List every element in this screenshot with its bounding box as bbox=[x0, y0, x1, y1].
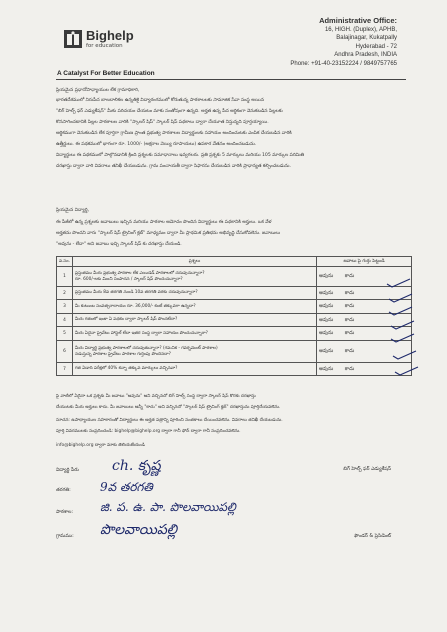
eligibility-table bbox=[56, 256, 412, 376]
option-yes[interactable]: అవును bbox=[319, 348, 334, 354]
instruction-line: "అవును - లేదా" అని జవాబు ఇచ్చి స్కాలర్ షిప్ కు దరఖాస్తు చేయండి. bbox=[56, 242, 182, 247]
intro-line: ఉత్తీర్ణులు. ఈ పథకములో భాగంగా రూ. 1000/- (అక్షరాల వెయ్యి రూపాయలు) ఉపకార వేతనం అందించబడును. bbox=[56, 142, 257, 147]
option-yes[interactable]: అవును bbox=[319, 289, 334, 296]
question-cell bbox=[72, 327, 316, 341]
brand-name: Bighelp bbox=[86, 28, 134, 43]
row-number: 4 bbox=[57, 314, 73, 327]
office-title: Administrative Office: bbox=[319, 16, 397, 25]
salutation: ప్రియమైన ప్రధానోపాధ్యాయుల లేక గ్రామాధికారి, bbox=[56, 88, 140, 93]
option-no[interactable]: కాదు bbox=[344, 303, 355, 309]
office-line: Phone: +91-40-23152224 / 9849757765 bbox=[290, 60, 397, 67]
checkmark-icon bbox=[388, 293, 414, 303]
student-name-value[interactable]: ch. కృష్ణ bbox=[112, 458, 161, 474]
note-line: పై వాటిలో ఏదైనా ఒక ప్రశ్నకు మీ జవాబు "అవును" అని వచ్చినచో బిగ్ హెల్ప్ సంస్థ ద్వారా స్కాలర్ షిప్ కొరకు దరఖాస్తు bbox=[56, 394, 256, 399]
question-text: నడుస్తున్న పాఠశాల ప్రైవేటు పాఠశాల గుర్తింపు పొందినదా? bbox=[74, 351, 171, 357]
note-line: info@bighelp.org ద్వారా మాకు తెలియజేయండి bbox=[56, 443, 145, 448]
option-no[interactable]: కాదు bbox=[344, 348, 355, 354]
intro-line: ఆర్థికముగా వెనుకబడిన లేక పూర్తిగా గ్రామీణ ప్రాంత ప్రభుత్వ పాఠశాలల విద్యార్థులకు సహాయం అందించుటకు ఎంపిక చేయబడిన వారికి bbox=[56, 131, 292, 136]
question-text: ప్రస్తుతము మీరు ప్రభుత్వ పాఠశాల లేక ఎయిడెడ్ పాఠశాలలో చదువుచున్నారా? bbox=[74, 270, 205, 276]
question-text: మీ కుటుంబ సంవత్సరాదాయం రూ. 36,000/- కంటే తక్కువగా ఉన్నదా? bbox=[74, 303, 196, 309]
question-text: గత ఏడాది పరీక్షలో 40% కన్నా తక్కువ మార్కులు వచ్చినవా? bbox=[74, 366, 178, 371]
office-line: 16, HIGH. (Duplex), APHB, bbox=[324, 26, 397, 33]
col-answer-header: జవాబు పై గుర్తు పెట్టండి bbox=[317, 257, 412, 267]
option-no[interactable]: కాదు bbox=[344, 330, 355, 336]
class-label: తరగతి: bbox=[56, 488, 71, 493]
intro-line: దరఖాస్తు ద్వారా వారి వివరాలు తనిఖీ చేయబడును. గ్రామ పంచాయతీ ద్వారా సిఫారసు చేయబడిన వారికి ప్రాధాన్యత కల్పించబడును. bbox=[56, 164, 291, 169]
class-value[interactable]: 9వ తరగతి bbox=[100, 480, 153, 494]
question-text: మీరు ఏదైనా ప్రైవేటు హాస్టల్ లేదా ఇతర సంస్థ ద్వారా సహాయం పొందుచున్నారా? bbox=[74, 330, 208, 336]
option-no[interactable]: కాదు bbox=[344, 365, 355, 372]
option-yes[interactable]: అవును bbox=[319, 330, 334, 336]
option-yes[interactable]: అవును bbox=[319, 365, 334, 372]
office-address bbox=[247, 17, 397, 69]
intro-line: భారతదేశములో నిరుపేద బాలబాలికల ఉన్నతికై విద్యారంగములో కోరుతున్న పాఠశాలలకు సామాజిక సేవా సంస్థ అయిన bbox=[56, 98, 265, 103]
question-cell bbox=[72, 287, 316, 300]
question-cell bbox=[72, 314, 316, 327]
row-number: 3 bbox=[57, 300, 73, 314]
tagline: A Catalyst For Better Education bbox=[57, 70, 155, 77]
table-row bbox=[57, 314, 412, 327]
bighelp-logo-icon bbox=[64, 30, 82, 48]
table-row bbox=[57, 327, 412, 341]
checkmark-icon bbox=[386, 278, 412, 288]
office-line: Hyderabad - 72 bbox=[355, 43, 397, 50]
row-number: 7 bbox=[57, 363, 73, 376]
row-number: 5 bbox=[57, 327, 73, 341]
question-text: మీరు విద్యార్థి ప్రభుత్వ పాఠశాలలో చదువుతున్నారా? (గమనిక - గవర్నమెంట్ పాఠశాల) bbox=[74, 345, 218, 351]
col-number-header: వ.సం. bbox=[57, 257, 73, 267]
option-yes[interactable]: అవును bbox=[319, 316, 334, 323]
checkmark-icon bbox=[388, 306, 414, 316]
intro-line: విద్యార్థులు ఈ పథకములో పాల్గొనడానికి క్రింది ప్రశ్నలకు సమాధానాలు ఇవ్వగలరు. ప్రతి ప్రశ్నకు 5 మార్కులు మరియు 105 మార్కుల పరిమితి bbox=[56, 153, 305, 158]
question-text: ప్రస్తుతము మీరు 8వ తరగతి నుండి 10వ తరగతి వరకు చదువుచున్నారా? bbox=[74, 290, 198, 295]
option-no[interactable]: కాదు bbox=[344, 273, 355, 279]
village-label: గ్రామము: bbox=[56, 534, 74, 539]
table-header-row bbox=[57, 257, 412, 267]
option-yes[interactable]: అవును bbox=[319, 303, 334, 309]
note-line: పూర్తి వివరములకు సంప్రదించండి: bighelp@bighelp.org ద్వారా గానీ ఫోన్ ద్వారా గానీ సంప్రదించవలెను. bbox=[56, 429, 241, 434]
village-value[interactable]: పొలవాయిపల్లి bbox=[100, 522, 178, 538]
row-number: 2 bbox=[57, 287, 73, 300]
header-divider bbox=[56, 79, 406, 80]
col-question-header: ప్రశ్నలు bbox=[72, 257, 316, 267]
table-row bbox=[57, 267, 412, 287]
question-text: మీరు గతంలో ఇంకా ఏ పథకం ద్వారా స్కాలర్ షిప్ పొందలేదా? bbox=[74, 317, 178, 322]
brand-subtitle: for education bbox=[86, 43, 123, 49]
option-no[interactable]: కాదు bbox=[344, 289, 355, 296]
intro-line: "బిగ్ హెల్ప్ ఫర్ ఎడ్యుకేషన్" మీకు పరిచయం చేయటం మాకు సంతోషంగా ఉన్నది. అర్హత ఉన్న పేద ఆర్ధికంగా వెనుకబడిన పిల్లలకు bbox=[56, 109, 283, 114]
checkmark-icon bbox=[392, 350, 418, 360]
note-line: సూచన: ఉపాధ్యాయుల సహకారంతో విద్యార్థులు ఈ అర్హత పత్రాన్ని పూరించి సంతకాలు చేయించవలెను. వివరాలు తనిఖీ చేయబడును. bbox=[56, 418, 283, 423]
school-value[interactable]: జి. ప. ఉ. పా. పొలవాయిపల్లి bbox=[100, 500, 236, 514]
office-line: Balajinagar, Kukatpally bbox=[336, 35, 397, 42]
intro-line: కొనసాగించటానికి పిల్లల పాఠశాలల వారికి "స్కాలర్ షిప్" స్కాలర్ షిప్ పథకాలు ద్వారా చేయూత నిస్తున్నది పూర్తయ్యాయి. bbox=[56, 120, 269, 125]
table-row bbox=[57, 363, 412, 376]
row-number: 6 bbox=[57, 341, 73, 363]
option-no[interactable]: కాదు bbox=[344, 316, 355, 323]
table-row bbox=[57, 300, 412, 314]
organisation-signatory: బిగ్ హెల్ప్ ఫర్ ఎడ్యుకేషన్ bbox=[343, 467, 391, 472]
table-row bbox=[57, 287, 412, 300]
question-cell bbox=[72, 267, 316, 287]
option-yes[interactable]: అవును bbox=[319, 273, 334, 279]
table-row bbox=[57, 341, 412, 363]
checkmark-icon bbox=[390, 333, 416, 343]
instruction-line: ఈ పేజీలో ఉన్న ప్రశ్నలకు జవాబులు ఇచ్చిన మరియు పాఠశాల ఆమోదం పొందిన విద్యార్థులు ఈ పథకానికి అర్హులు. ఒక వేళ bbox=[56, 220, 272, 225]
school-label: పాఠశాల: bbox=[56, 510, 74, 515]
president-signatory: ఫౌండర్ & ప్రెసిడెంట్ bbox=[354, 534, 391, 539]
office-line: Andhra Pradesh, INDIA bbox=[334, 52, 397, 59]
question-cell bbox=[72, 300, 316, 314]
checkmark-icon bbox=[394, 366, 420, 376]
row-number: 1 bbox=[57, 267, 73, 287]
note-line: చేయుటకు మీరు అర్హులు కాదు. మీ జవాబులు అన్నీ "కాదు" అని వచ్చినచో "స్కాలర్ షిప్ ట్రైనింగ్ క్లబ్" దరఖాస్తును పూర్తిచేయవలెను. bbox=[56, 405, 281, 410]
question-cell bbox=[72, 341, 316, 363]
checkmark-icon bbox=[390, 320, 416, 330]
question-cell bbox=[72, 363, 316, 376]
instruction-line: అర్హతను పొందని వారు "స్కాలర్ షిప్ ట్రైనింగ్ క్లబ్" మాధ్యమం ద్వారా మీ ప్రాథమిక ప్రతిభను అభివృద్ధి చేసుకోవలెను. జవాబులు bbox=[56, 231, 281, 236]
student-greeting: ప్రియమైన విద్యార్థి, bbox=[56, 208, 90, 213]
student-name-label: విద్యార్థి పేరు bbox=[56, 468, 79, 473]
question-text: రూ. 600/-లకు మించి సంపాదన / స్కాలర్ షిప్ పొందుచున్నారా? bbox=[74, 276, 183, 282]
